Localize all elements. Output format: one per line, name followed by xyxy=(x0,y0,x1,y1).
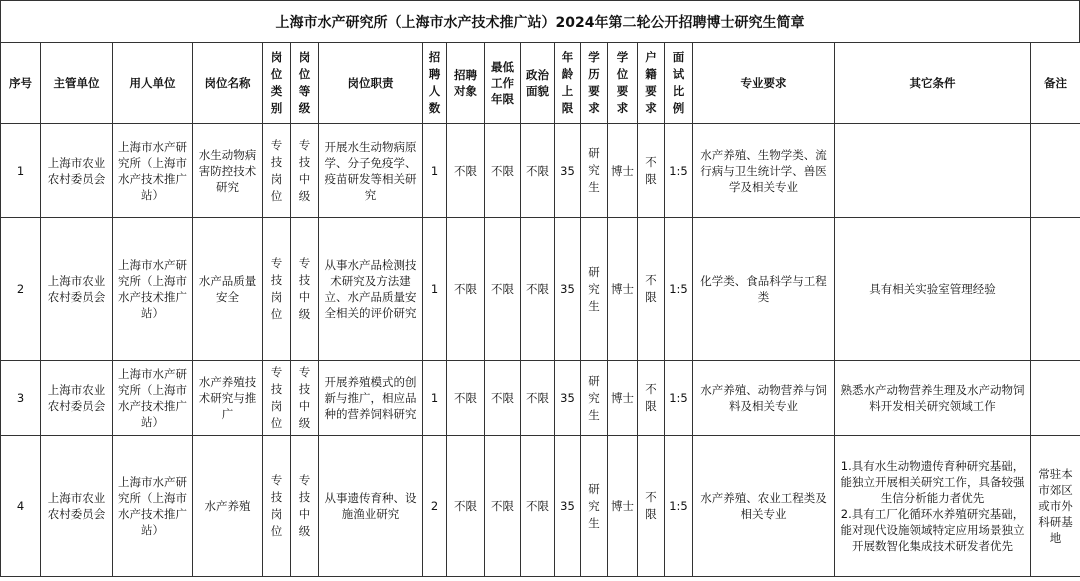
cell-position: 水生动物病害防控技术研究 xyxy=(193,124,263,218)
cell-target: 不限 xyxy=(447,218,485,361)
col-age-header: 年龄上限 xyxy=(555,43,581,124)
recruitment-table xyxy=(0,42,1080,577)
cell-level: 专技中级 xyxy=(291,124,319,218)
cell-years: 不限 xyxy=(485,218,521,361)
cell-no: 1 xyxy=(1,124,41,218)
cell-years: 不限 xyxy=(485,124,521,218)
cell-ratio: 1:5 xyxy=(665,436,693,577)
cell-hukou: 不限 xyxy=(638,436,665,577)
col-category-header: 岗位类别 xyxy=(263,43,291,124)
cell-other: 1.具有水生动物遗传育种研究基础，能独立开展相关研究工作，具备较强生信分析能力者优先 2.具有工厂化循环水养殖研究基础，能对现代设施领域特定应用场景独立开展数智化集成技术研发者优先 xyxy=(835,436,1031,577)
col-other-header: 其它条件 xyxy=(835,43,1031,124)
cell-employer: 上海市水产研究所（上海市水产技术推广站） xyxy=(113,124,193,218)
cell-no: 4 xyxy=(1,436,41,577)
col-remark-header: 备注 xyxy=(1031,43,1080,124)
cell-hukou: 不限 xyxy=(638,218,665,361)
col-years-header: 最低工作年限 xyxy=(485,43,521,124)
cell-hukou: 不限 xyxy=(638,124,665,218)
cell-years: 不限 xyxy=(485,361,521,436)
col-no-header: 序号 xyxy=(1,43,41,124)
cell-politics: 不限 xyxy=(521,436,555,577)
cell-category: 专技岗位 xyxy=(263,124,291,218)
cell-position: 水产养殖 xyxy=(193,436,263,577)
cell-ratio: 1:5 xyxy=(665,124,693,218)
header-row xyxy=(1,43,1080,124)
cell-no: 2 xyxy=(1,218,41,361)
cell-target: 不限 xyxy=(447,436,485,577)
cell-duty: 从事遗传育种、设施渔业研究 xyxy=(319,436,423,577)
cell-age: 35 xyxy=(555,436,581,577)
cell-employer: 上海市水产研究所（上海市水产技术推广站） xyxy=(113,218,193,361)
cell-position: 水产品质量安全 xyxy=(193,218,263,361)
cell-level: 专技中级 xyxy=(291,361,319,436)
cell-target: 不限 xyxy=(447,361,485,436)
cell-ratio: 1:5 xyxy=(665,218,693,361)
col-target-header: 招聘对象 xyxy=(447,43,485,124)
cell-major: 水产养殖、动物营养与饲料及相关专业 xyxy=(693,361,835,436)
table-row xyxy=(1,218,1080,361)
table-row xyxy=(1,124,1080,218)
cell-count: 2 xyxy=(423,436,447,577)
cell-education: 研究生 xyxy=(581,436,608,577)
cell-major: 化学类、食品科学与工程类 xyxy=(693,218,835,361)
page-title: 上海市水产研究所（上海市水产技术推广站）2024年第二轮公开招聘博士研究生简章 xyxy=(0,0,1080,43)
cell-other xyxy=(835,124,1031,218)
col-count-header: 招聘人数 xyxy=(423,43,447,124)
col-ratio-header: 面试比例 xyxy=(665,43,693,124)
col-level-header: 岗位等级 xyxy=(291,43,319,124)
cell-level: 专技中级 xyxy=(291,218,319,361)
col-politics-header: 政治面貌 xyxy=(521,43,555,124)
cell-category: 专技岗位 xyxy=(263,218,291,361)
cell-remark xyxy=(1031,218,1080,361)
cell-employer: 上海市水产研究所（上海市水产技术推广站） xyxy=(113,436,193,577)
cell-count: 1 xyxy=(423,124,447,218)
cell-other: 熟悉水产动物营养生理及水产动物饲料开发相关研究领域工作 xyxy=(835,361,1031,436)
cell-duty: 从事水产品检测技术研究及方法建立、水产品质量安全相关的评价研究 xyxy=(319,218,423,361)
cell-ratio: 1:5 xyxy=(665,361,693,436)
cell-duty: 开展养殖模式的创新与推广，相应品种的营养饲料研究 xyxy=(319,361,423,436)
cell-age: 35 xyxy=(555,124,581,218)
cell-dept: 上海市农业农村委员会 xyxy=(41,436,113,577)
cell-duty: 开展水生动物病原学、分子免疫学、疫苗研发等相关研究 xyxy=(319,124,423,218)
cell-age: 35 xyxy=(555,361,581,436)
col-hukou-header: 户籍要求 xyxy=(638,43,665,124)
cell-politics: 不限 xyxy=(521,124,555,218)
col-dept-header: 主管单位 xyxy=(41,43,113,124)
cell-dept: 上海市农业农村委员会 xyxy=(41,124,113,218)
col-degree-header: 学位要求 xyxy=(608,43,638,124)
cell-degree: 博士 xyxy=(608,124,638,218)
col-education-header: 学历要求 xyxy=(581,43,608,124)
cell-politics: 不限 xyxy=(521,361,555,436)
cell-major: 水产养殖、生物学类、流行病与卫生统计学、兽医学及相关专业 xyxy=(693,124,835,218)
cell-category: 专技岗位 xyxy=(263,436,291,577)
col-duty-header: 岗位职责 xyxy=(319,43,423,124)
cell-dept: 上海市农业农村委员会 xyxy=(41,218,113,361)
table-row xyxy=(1,361,1080,436)
cell-dept: 上海市农业农村委员会 xyxy=(41,361,113,436)
cell-hukou: 不限 xyxy=(638,361,665,436)
col-employer-header: 用人单位 xyxy=(113,43,193,124)
cell-degree: 博士 xyxy=(608,361,638,436)
cell-category: 专技岗位 xyxy=(263,361,291,436)
cell-count: 1 xyxy=(423,218,447,361)
col-position-header: 岗位名称 xyxy=(193,43,263,124)
cell-years: 不限 xyxy=(485,436,521,577)
cell-age: 35 xyxy=(555,218,581,361)
cell-remark xyxy=(1031,361,1080,436)
cell-remark: 常驻本市郊区或市外科研基地 xyxy=(1031,436,1080,577)
cell-major: 水产养殖、农业工程类及相关专业 xyxy=(693,436,835,577)
col-major-header: 专业要求 xyxy=(693,43,835,124)
cell-degree: 博士 xyxy=(608,218,638,361)
table-row xyxy=(1,436,1080,577)
cell-position: 水产养殖技术研究与推广 xyxy=(193,361,263,436)
cell-count: 1 xyxy=(423,361,447,436)
cell-remark xyxy=(1031,124,1080,218)
cell-other: 具有相关实验室管理经验 xyxy=(835,218,1031,361)
cell-education: 研究生 xyxy=(581,124,608,218)
cell-degree: 博士 xyxy=(608,436,638,577)
cell-politics: 不限 xyxy=(521,218,555,361)
cell-level: 专技中级 xyxy=(291,436,319,577)
cell-education: 研究生 xyxy=(581,361,608,436)
cell-target: 不限 xyxy=(447,124,485,218)
cell-employer: 上海市水产研究所（上海市水产技术推广站） xyxy=(113,361,193,436)
cell-education: 研究生 xyxy=(581,218,608,361)
cell-no: 3 xyxy=(1,361,41,436)
